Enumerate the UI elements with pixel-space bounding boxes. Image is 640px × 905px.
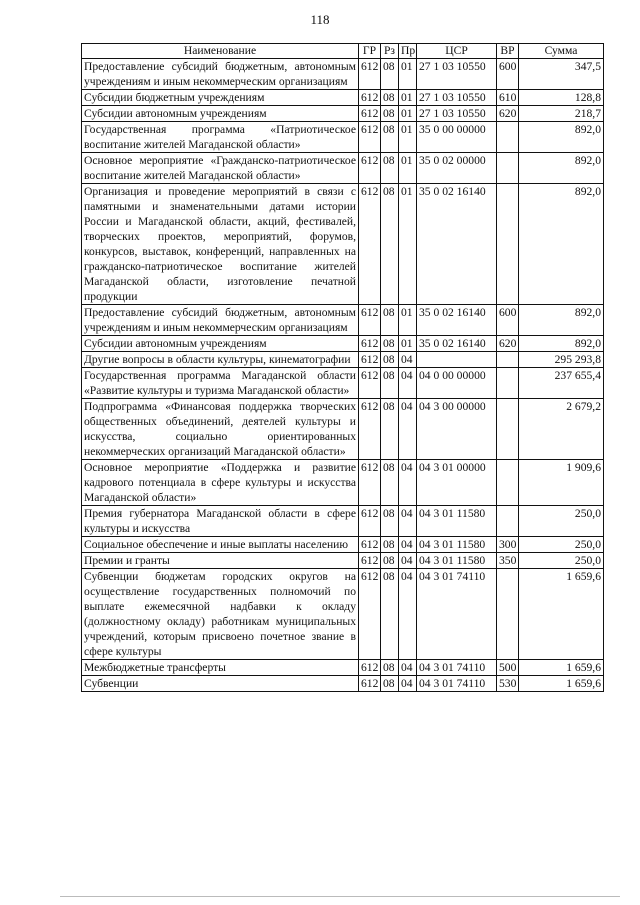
- cell-gr: 612: [359, 153, 381, 184]
- cell-name: Субсидии бюджетным учреждениям: [82, 90, 359, 106]
- table-row: [82, 336, 604, 352]
- cell-name: Предоставление субсидий бюджетным, автономным учреждениям и иным некоммерческим организациям: [82, 59, 359, 90]
- cell-vr: 620: [497, 106, 519, 122]
- cell-sum: 295 293,8: [519, 352, 604, 368]
- cell-pr: 04: [399, 676, 417, 692]
- cell-rz: 08: [381, 460, 399, 506]
- cell-vr: 530: [497, 676, 519, 692]
- cell-vr: [497, 153, 519, 184]
- cell-sum: 250,0: [519, 553, 604, 569]
- cell-vr: [497, 122, 519, 153]
- page-number: 118: [310, 12, 330, 27]
- cell-sum: 1 659,6: [519, 676, 604, 692]
- cell-sum: 892,0: [519, 153, 604, 184]
- cell-rz: 08: [381, 122, 399, 153]
- cell-csr: 35 0 02 00000: [417, 153, 497, 184]
- cell-csr: 04 3 01 11580: [417, 506, 497, 537]
- table-row: [82, 660, 604, 676]
- cell-rz: 08: [381, 184, 399, 305]
- table-header-row: [82, 44, 604, 59]
- cell-rz: 08: [381, 305, 399, 336]
- cell-pr: 04: [399, 460, 417, 506]
- cell-csr: 35 0 02 16140: [417, 184, 497, 305]
- cell-rz: 08: [381, 506, 399, 537]
- budget-table: [81, 43, 604, 692]
- cell-sum: 347,5: [519, 59, 604, 90]
- cell-rz: 08: [381, 537, 399, 553]
- cell-vr: [497, 368, 519, 399]
- table-row: [82, 569, 604, 660]
- cell-vr: [497, 184, 519, 305]
- cell-csr: 35 0 02 16140: [417, 305, 497, 336]
- cell-csr: 04 3 01 00000: [417, 460, 497, 506]
- cell-rz: 08: [381, 553, 399, 569]
- table-row: [82, 537, 604, 553]
- table-row: [82, 676, 604, 692]
- cell-rz: 08: [381, 336, 399, 352]
- cell-rz: 08: [381, 569, 399, 660]
- cell-gr: 612: [359, 676, 381, 692]
- cell-vr: [497, 569, 519, 660]
- cell-name: Субсидии автономным учреждениям: [82, 336, 359, 352]
- column-header-csr: ЦСР: [417, 44, 497, 59]
- cell-csr: 04 3 01 74110: [417, 676, 497, 692]
- cell-pr: 04: [399, 399, 417, 460]
- cell-name: Подпрограмма «Финансовая поддержка творческих общественных объединений, деятелей культуры и искусства, социально ориентированных некоммерческих организаций Магаданской области»: [82, 399, 359, 460]
- column-header-pr: Пр: [399, 44, 417, 59]
- cell-vr: 300: [497, 537, 519, 553]
- cell-gr: 612: [359, 506, 381, 537]
- table-row: [82, 305, 604, 336]
- cell-csr: 04 3 01 74110: [417, 660, 497, 676]
- cell-gr: 612: [359, 122, 381, 153]
- cell-sum: 1 659,6: [519, 569, 604, 660]
- table-row: [82, 460, 604, 506]
- cell-sum: 250,0: [519, 506, 604, 537]
- scan-artifact-line: [60, 896, 620, 897]
- table-body: [82, 59, 604, 692]
- column-header-vr: ВР: [497, 44, 519, 59]
- cell-gr: 612: [359, 553, 381, 569]
- cell-sum: 1 659,6: [519, 660, 604, 676]
- cell-sum: 218,7: [519, 106, 604, 122]
- table-row: [82, 122, 604, 153]
- cell-pr: 04: [399, 506, 417, 537]
- cell-vr: 350: [497, 553, 519, 569]
- cell-csr: [417, 352, 497, 368]
- cell-pr: 04: [399, 537, 417, 553]
- table-row: [82, 352, 604, 368]
- cell-pr: 04: [399, 368, 417, 399]
- cell-gr: 612: [359, 537, 381, 553]
- cell-pr: 01: [399, 336, 417, 352]
- cell-gr: 612: [359, 336, 381, 352]
- cell-csr: 27 1 03 10550: [417, 59, 497, 90]
- cell-gr: 612: [359, 460, 381, 506]
- cell-csr: 35 0 00 00000: [417, 122, 497, 153]
- cell-gr: 612: [359, 184, 381, 305]
- cell-pr: 04: [399, 569, 417, 660]
- cell-vr: [497, 352, 519, 368]
- cell-csr: 04 3 01 74110: [417, 569, 497, 660]
- cell-pr: 01: [399, 184, 417, 305]
- table-row: [82, 106, 604, 122]
- table-row: [82, 368, 604, 399]
- cell-pr: 04: [399, 660, 417, 676]
- table-row: [82, 184, 604, 305]
- cell-name: Премия губернатора Магаданской области в сфере культуры и искусства: [82, 506, 359, 537]
- cell-sum: 892,0: [519, 305, 604, 336]
- cell-gr: 612: [359, 660, 381, 676]
- cell-vr: [497, 399, 519, 460]
- cell-csr: 04 3 01 11580: [417, 553, 497, 569]
- cell-csr: 04 3 01 11580: [417, 537, 497, 553]
- cell-csr: 35 0 02 16140: [417, 336, 497, 352]
- cell-pr: 01: [399, 122, 417, 153]
- cell-pr: 01: [399, 90, 417, 106]
- cell-gr: 612: [359, 352, 381, 368]
- cell-name: Премии и гранты: [82, 553, 359, 569]
- table-row: [82, 90, 604, 106]
- cell-rz: 08: [381, 106, 399, 122]
- cell-name: Субсидии автономным учреждениям: [82, 106, 359, 122]
- column-header-gr: ГР: [359, 44, 381, 59]
- cell-csr: 04 3 00 00000: [417, 399, 497, 460]
- cell-sum: 892,0: [519, 184, 604, 305]
- cell-name: Предоставление субсидий бюджетным, автономным учреждениям и иным некоммерческим организациям: [82, 305, 359, 336]
- cell-pr: 01: [399, 59, 417, 90]
- column-header-name: Наименование: [82, 44, 359, 59]
- cell-sum: 128,8: [519, 90, 604, 106]
- cell-csr: 27 1 03 10550: [417, 106, 497, 122]
- cell-name: Основное мероприятие «Поддержка и развитие кадрового потенциала в сфере культуры и искусства Магаданской области»: [82, 460, 359, 506]
- cell-pr: 01: [399, 305, 417, 336]
- cell-gr: 612: [359, 368, 381, 399]
- cell-pr: 04: [399, 553, 417, 569]
- cell-sum: 892,0: [519, 122, 604, 153]
- cell-name: Основное мероприятие «Гражданско-патриотическое воспитание жителей Магаданской области»: [82, 153, 359, 184]
- cell-sum: 1 909,6: [519, 460, 604, 506]
- cell-name: Социальное обеспечение и иные выплаты населению: [82, 537, 359, 553]
- cell-sum: 2 679,2: [519, 399, 604, 460]
- cell-pr: 04: [399, 352, 417, 368]
- cell-gr: 612: [359, 90, 381, 106]
- cell-name: Межбюджетные трансферты: [82, 660, 359, 676]
- cell-name: Организация и проведение мероприятий в связи с памятными и знаменательными датами истории России и Магаданской области, акций, фестивалей, творческих проектов, мероприятий, форумов, конкурсов, выставок, конференций, направленных на гражданско-патриотическое воспитание жителей Магаданской области, изготовление печатной продукции: [82, 184, 359, 305]
- cell-rz: 08: [381, 59, 399, 90]
- cell-vr: 610: [497, 90, 519, 106]
- cell-pr: 01: [399, 153, 417, 184]
- cell-vr: [497, 506, 519, 537]
- cell-vr: 500: [497, 660, 519, 676]
- cell-csr: 27 1 03 10550: [417, 90, 497, 106]
- table-row: [82, 553, 604, 569]
- column-header-rz: Рз: [381, 44, 399, 59]
- cell-gr: 612: [359, 305, 381, 336]
- cell-vr: 600: [497, 59, 519, 90]
- cell-rz: 08: [381, 352, 399, 368]
- cell-name: Субвенции бюджетам городских округов на осуществление государственных полномочий по выплате ежемесячной надбавки к окладу (должностному окладу) работникам муниципальных учреждений, которым присвоено почетное звание в сфере культуры: [82, 569, 359, 660]
- cell-gr: 612: [359, 106, 381, 122]
- cell-vr: 600: [497, 305, 519, 336]
- cell-rz: 08: [381, 660, 399, 676]
- column-header-sum: Сумма: [519, 44, 604, 59]
- cell-rz: 08: [381, 90, 399, 106]
- cell-sum: 892,0: [519, 336, 604, 352]
- table-row: [82, 506, 604, 537]
- cell-name: Государственная программа «Патриотическое воспитание жителей Магаданской области»: [82, 122, 359, 153]
- cell-name: Субвенции: [82, 676, 359, 692]
- cell-csr: 04 0 00 00000: [417, 368, 497, 399]
- cell-rz: 08: [381, 153, 399, 184]
- cell-rz: 08: [381, 676, 399, 692]
- cell-gr: 612: [359, 399, 381, 460]
- cell-sum: 237 655,4: [519, 368, 604, 399]
- cell-vr: [497, 460, 519, 506]
- cell-sum: 250,0: [519, 537, 604, 553]
- table-row: [82, 59, 604, 90]
- table-row: [82, 399, 604, 460]
- cell-name: Государственная программа Магаданской области «Развитие культуры и туризма Магаданской области»: [82, 368, 359, 399]
- cell-gr: 612: [359, 569, 381, 660]
- cell-gr: 612: [359, 59, 381, 90]
- cell-name: Другие вопросы в области культуры, кинематографии: [82, 352, 359, 368]
- cell-pr: 01: [399, 106, 417, 122]
- table-row: [82, 153, 604, 184]
- cell-rz: 08: [381, 368, 399, 399]
- cell-vr: 620: [497, 336, 519, 352]
- cell-rz: 08: [381, 399, 399, 460]
